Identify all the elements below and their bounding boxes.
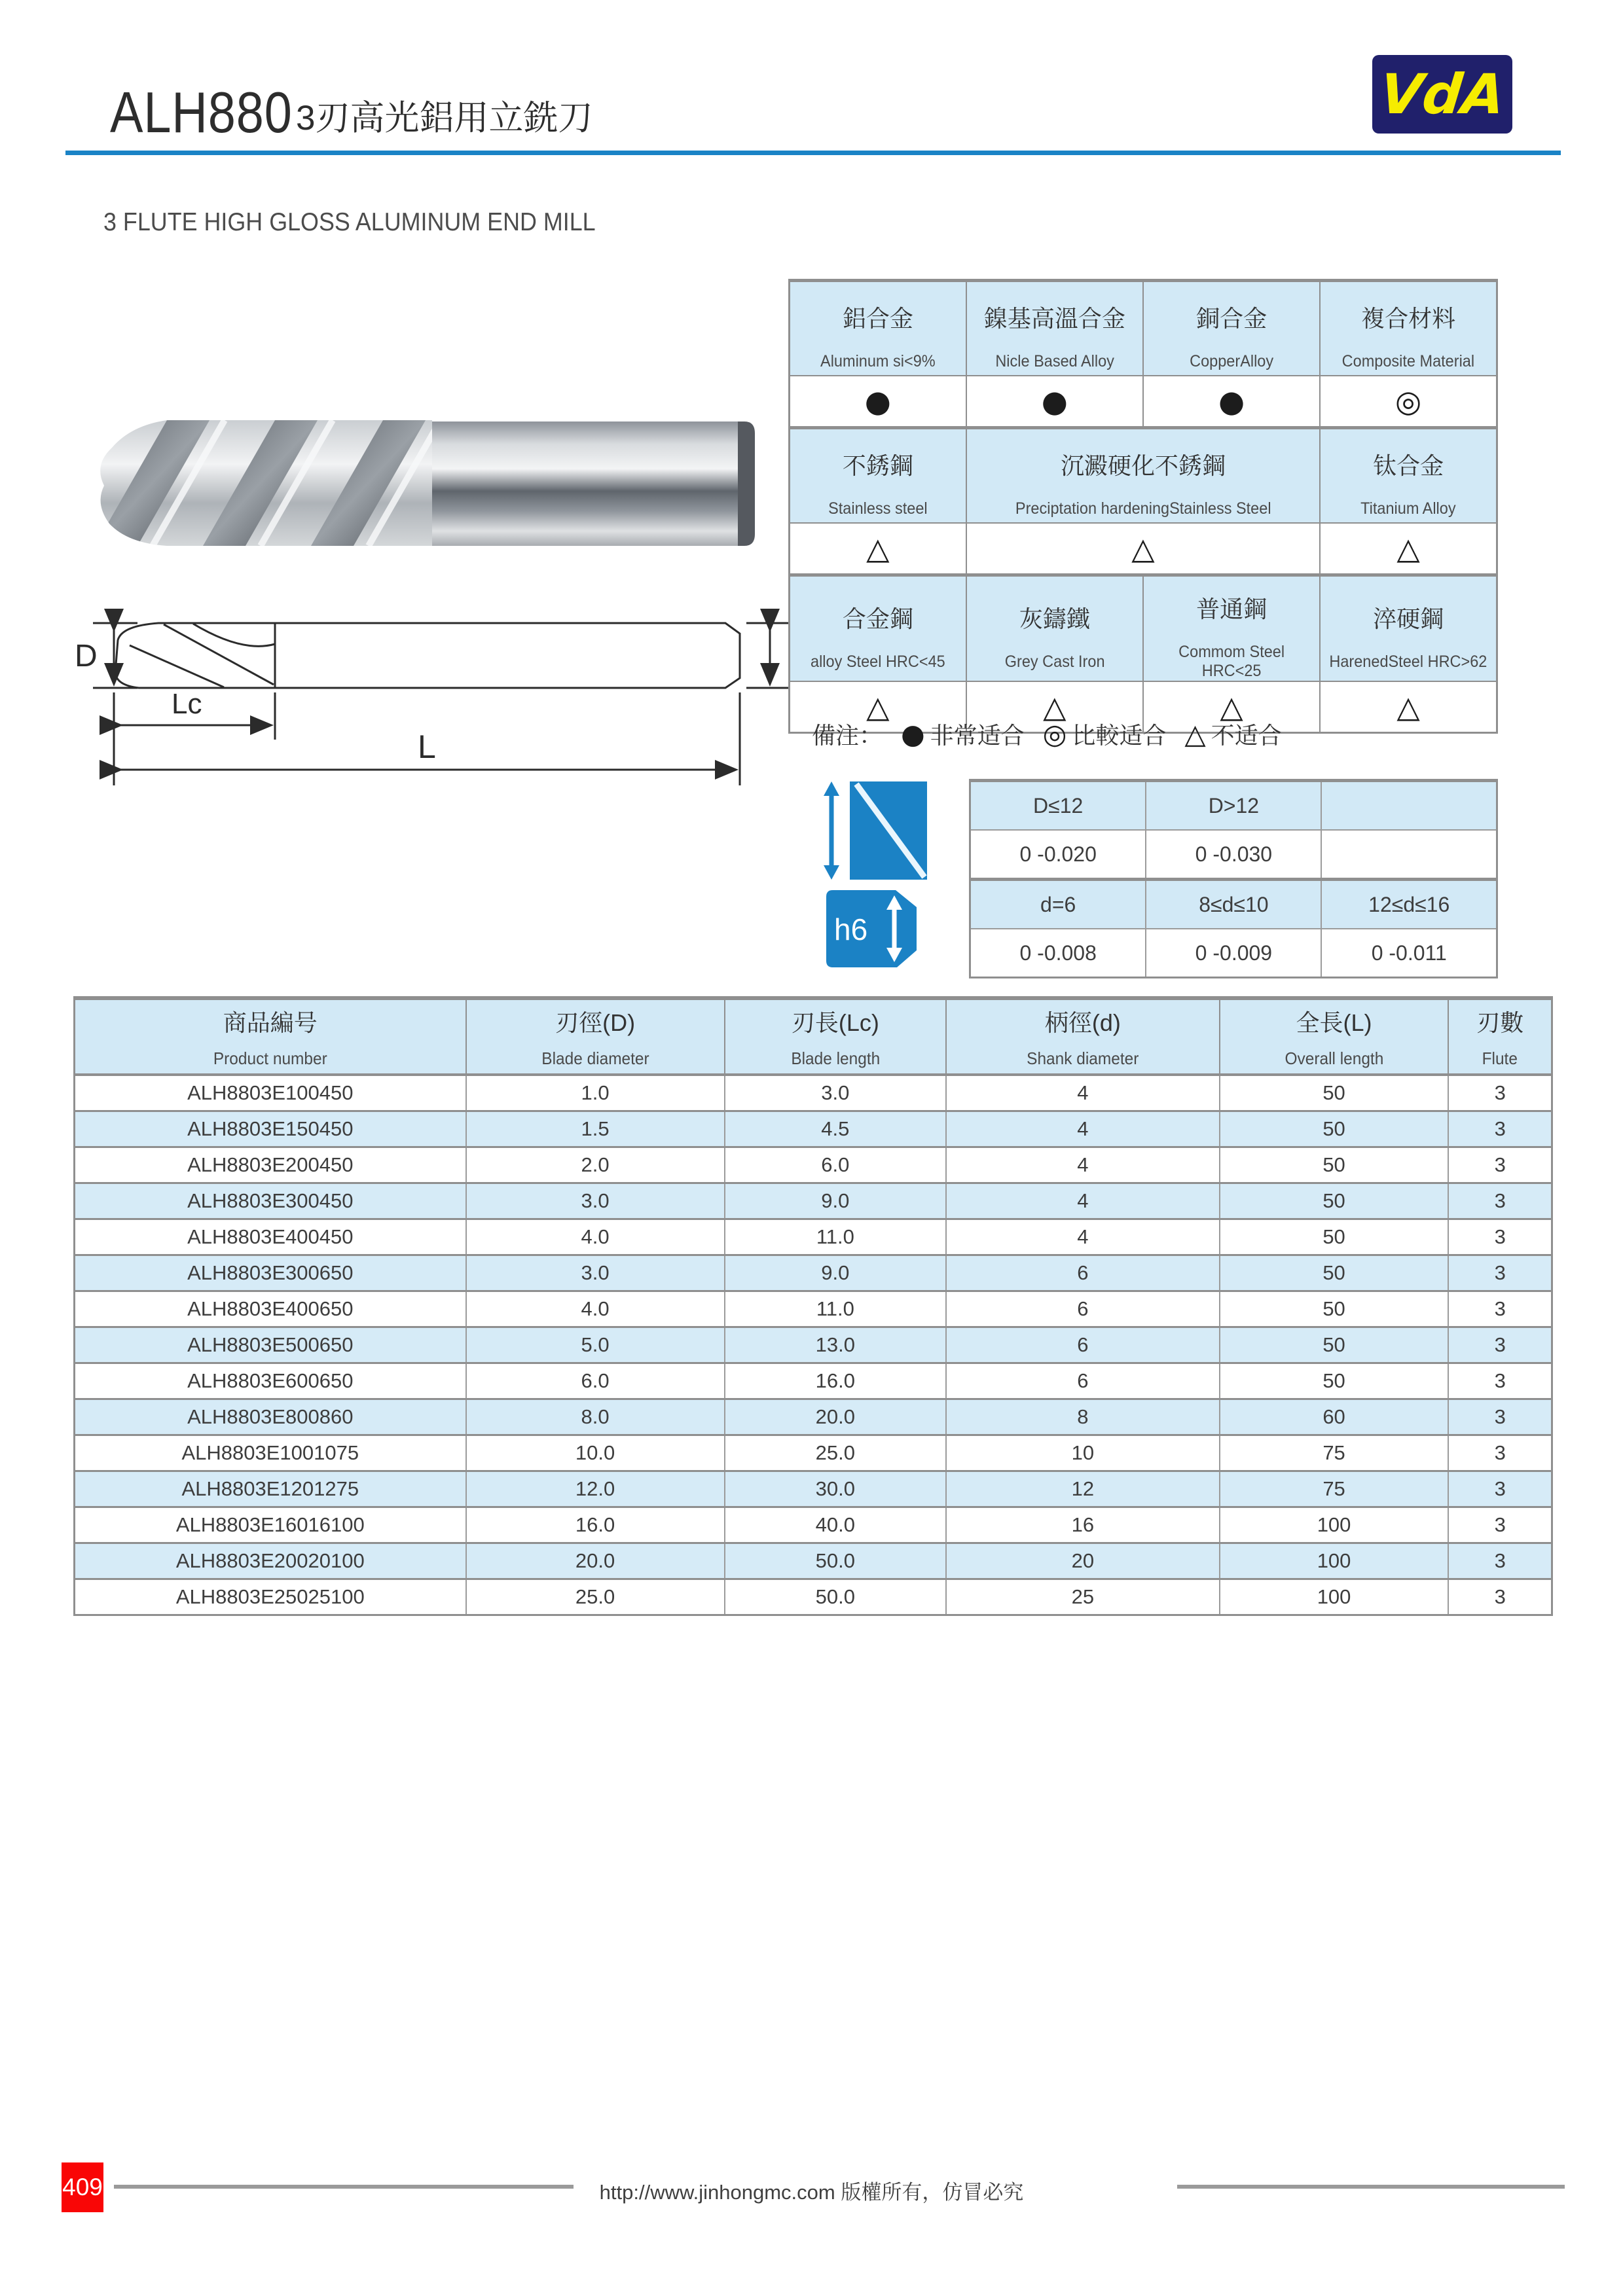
material-cell: 不銹鋼 Stainless steel — [790, 428, 966, 524]
product-number-cell: ALH8803E20020100 — [75, 1543, 466, 1579]
overall-length-cell: 100 — [1220, 1543, 1449, 1579]
tolerance-cell: 8≤d≤10 — [1146, 880, 1321, 929]
tolerance-cell: D≤12 — [970, 781, 1146, 831]
column-header-overall-length: 全長(L) Overall length — [1220, 998, 1449, 1075]
blade-diameter-cell: 8.0 — [466, 1399, 725, 1435]
column-header-flute: 刃數 Flute — [1448, 998, 1552, 1075]
overall-length-cell: 50 — [1220, 1147, 1449, 1183]
blade-diameter-cell: 1.5 — [466, 1111, 725, 1147]
material-cell: 普通鋼 Commom Steel HRC<25 — [1143, 575, 1320, 682]
flute-cell: 3 — [1448, 1327, 1552, 1363]
product-number-cell: ALH8803E400650 — [75, 1291, 466, 1327]
material-cell: 灰鑄鐵 Grey Cast Iron — [966, 575, 1143, 682]
material-cell: 合金鋼 alloy Steel HRC<45 — [790, 575, 966, 682]
shank-diameter-cell: 25 — [946, 1579, 1220, 1615]
overall-length-cell: 50 — [1220, 1219, 1449, 1255]
materials-symbol-row-2 — [790, 523, 1497, 575]
product-table-header-row — [75, 998, 1552, 1075]
table-row — [75, 1291, 1552, 1327]
double-ring-icon: ◎ — [1395, 384, 1422, 419]
filled-circle-icon: ● — [901, 717, 925, 750]
flute-cell: 3 — [1448, 1435, 1552, 1471]
product-number-cell: ALH8803E500650 — [75, 1327, 466, 1363]
shank-diameter-cell: 6 — [946, 1255, 1220, 1291]
product-number-cell: ALH8803E150450 — [75, 1111, 466, 1147]
shank-diameter-cell: 8 — [946, 1399, 1220, 1435]
blade-length-cell: 40.0 — [725, 1507, 947, 1543]
blade-length-cell: 20.0 — [725, 1399, 947, 1435]
blade-length-cell: 6.0 — [725, 1147, 947, 1183]
suitability-cell — [790, 376, 966, 428]
flute-cell: 3 — [1448, 1543, 1552, 1579]
blade-diameter-cell: 4.0 — [466, 1291, 725, 1327]
brand-logo — [1372, 55, 1512, 134]
column-header-blade-diameter: 刃徑(D) Blade diameter — [466, 998, 725, 1075]
suitability-cell — [790, 523, 966, 575]
tolerance-cell — [1321, 781, 1497, 831]
table-row — [75, 1183, 1552, 1219]
table-row — [75, 1507, 1552, 1543]
blade-diameter-cell: 12.0 — [466, 1471, 725, 1507]
table-row — [75, 1327, 1552, 1363]
material-cell: 銅合金 CopperAlloy — [1143, 281, 1320, 376]
product-number-cell: ALH8803E600650 — [75, 1363, 466, 1399]
tolerance-cell: D>12 — [1146, 781, 1321, 831]
shank-diameter-cell: 20 — [946, 1543, 1220, 1579]
table-row — [75, 1255, 1552, 1291]
suitability-cell — [1320, 523, 1497, 575]
flute-cell: 3 — [1448, 1255, 1552, 1291]
flute-cell: 3 — [1448, 1507, 1552, 1543]
blade-length-cell: 50.0 — [725, 1543, 947, 1579]
tolerance-cell: 0 -0.009 — [1146, 929, 1321, 978]
blade-length-cell: 16.0 — [725, 1363, 947, 1399]
materials-header-row-3 — [790, 575, 1497, 682]
flute-cell: 3 — [1448, 1579, 1552, 1615]
table-row — [75, 1471, 1552, 1507]
material-cell: 沉澱硬化不銹鋼 Preciptation hardeningStainless Steel — [966, 428, 1321, 524]
header-divider — [65, 151, 1561, 155]
suitability-cell — [1320, 376, 1497, 428]
flute-cell: 3 — [1448, 1219, 1552, 1255]
material-cell: 淬硬鋼 HarenedSteel HRC>62 — [1320, 575, 1497, 682]
dim-label-D: D — [75, 639, 98, 673]
shank-diameter-cell: 10 — [946, 1435, 1220, 1471]
h6-label: h6 — [834, 912, 868, 946]
materials-symbol-row-1 — [790, 376, 1497, 428]
shank-diameter-cell: 12 — [946, 1471, 1220, 1507]
shank-diameter-cell: 16 — [946, 1507, 1220, 1543]
tolerance-cell: d=6 — [970, 880, 1146, 929]
triangle-icon: △ — [866, 531, 890, 566]
double-ring-icon: ◎ — [1042, 717, 1067, 750]
table-row — [75, 1075, 1552, 1111]
tolerance-header-row — [970, 781, 1497, 831]
table-row — [75, 1219, 1552, 1255]
triangle-icon: △ — [1131, 531, 1155, 566]
diameter-tolerance-icon — [818, 778, 931, 884]
legend — [812, 717, 1282, 751]
blade-diameter-cell: 16.0 — [466, 1507, 725, 1543]
product-number-cell: ALH8803E300450 — [75, 1183, 466, 1219]
tolerance-cell: 0 -0.030 — [1146, 830, 1321, 880]
triangle-icon: △ — [866, 689, 890, 725]
shank-diameter-cell: 4 — [946, 1147, 1220, 1183]
table-row — [75, 1435, 1552, 1471]
material-cell: 钛合金 Titanium Alloy — [1320, 428, 1497, 524]
blade-diameter-cell: 1.0 — [466, 1075, 725, 1111]
footer-divider-right — [1177, 2185, 1565, 2189]
tolerance-value-row — [970, 929, 1497, 978]
blade-diameter-cell: 20.0 — [466, 1543, 725, 1579]
table-row — [75, 1399, 1552, 1435]
triangle-icon: △ — [1043, 689, 1067, 725]
overall-length-cell: 100 — [1220, 1579, 1449, 1615]
legend-item-text: 非常适合 — [930, 722, 1025, 749]
shank-diameter-cell: 4 — [946, 1219, 1220, 1255]
material-cell: 複合材料 Composite Material — [1320, 281, 1497, 376]
tolerance-cell: 0 -0.011 — [1321, 929, 1497, 978]
blade-length-cell: 9.0 — [725, 1255, 947, 1291]
tolerance-value-row — [970, 830, 1497, 880]
suitability-cell — [1320, 681, 1497, 733]
material-cell: 鎳基高溫合金 Nicle Based Alloy — [966, 281, 1143, 376]
blade-length-cell: 4.5 — [725, 1111, 947, 1147]
suitability-cell — [966, 523, 1321, 575]
tolerance-cell: 12≤d≤16 — [1321, 880, 1497, 929]
tolerance-table — [969, 779, 1498, 978]
product-number-cell: ALH8803E1001075 — [75, 1435, 466, 1471]
blade-length-cell: 9.0 — [725, 1183, 947, 1219]
legend-label: 備注： — [812, 722, 883, 749]
footer-copyright: http://www.jinhongmc.com 版權所有，仿冒必究 — [599, 2181, 1024, 2204]
blade-diameter-cell: 4.0 — [466, 1219, 725, 1255]
table-row — [75, 1147, 1552, 1183]
blade-diameter-cell: 3.0 — [466, 1255, 725, 1291]
footer-divider-left — [114, 2185, 574, 2189]
shank-diameter-cell: 4 — [946, 1183, 1220, 1219]
blade-diameter-cell: 3.0 — [466, 1183, 725, 1219]
overall-length-cell: 50 — [1220, 1327, 1449, 1363]
product-number-cell: ALH8803E100450 — [75, 1075, 466, 1111]
tolerance-cell: 0 -0.008 — [970, 929, 1146, 978]
page-title-model: ALH880 — [110, 80, 293, 145]
filled-circle-icon: ● — [1041, 384, 1068, 419]
page-subtitle: 3 FLUTE HIGH GLOSS ALUMINUM END MILL — [103, 208, 596, 236]
overall-length-cell: 50 — [1220, 1255, 1449, 1291]
blade-length-cell: 50.0 — [725, 1579, 947, 1615]
shank-diameter-cell: 4 — [946, 1111, 1220, 1147]
overall-length-cell: 60 — [1220, 1399, 1449, 1435]
overall-length-cell: 50 — [1220, 1363, 1449, 1399]
suitability-cell — [966, 376, 1143, 428]
tolerance-header-row — [970, 880, 1497, 929]
dim-label-Lc: Lc — [172, 688, 202, 720]
product-table — [73, 996, 1553, 1616]
flute-cell: 3 — [1448, 1075, 1552, 1111]
brand-logo-text: VdA — [1376, 62, 1508, 126]
blade-length-cell: 13.0 — [725, 1327, 947, 1363]
blade-diameter-cell: 2.0 — [466, 1147, 725, 1183]
product-number-cell: ALH8803E300650 — [75, 1255, 466, 1291]
product-number-cell: ALH8803E1201275 — [75, 1471, 466, 1507]
filled-circle-icon: ● — [864, 384, 891, 419]
blade-length-cell: 3.0 — [725, 1075, 947, 1111]
blade-diameter-cell: 10.0 — [466, 1435, 725, 1471]
overall-length-cell: 50 — [1220, 1075, 1449, 1111]
flute-cell: 3 — [1448, 1147, 1552, 1183]
flute-cell: 3 — [1448, 1183, 1552, 1219]
blade-diameter-cell: 6.0 — [466, 1363, 725, 1399]
shank-diameter-cell: 6 — [946, 1363, 1220, 1399]
column-header-shank-diameter: 柄徑(d) Shank diameter — [946, 998, 1220, 1075]
tolerance-cell — [1321, 830, 1497, 880]
flute-cell: 3 — [1448, 1291, 1552, 1327]
product-number-cell: ALH8803E200450 — [75, 1147, 466, 1183]
dim-label-L: L — [418, 728, 436, 765]
overall-length-cell: 50 — [1220, 1111, 1449, 1147]
blade-length-cell: 30.0 — [725, 1471, 947, 1507]
dimension-diagram — [59, 583, 845, 792]
triangle-icon: △ — [1220, 689, 1243, 725]
overall-length-cell: 75 — [1220, 1471, 1449, 1507]
materials-header-row-1 — [790, 281, 1497, 376]
legend-item-text: 比較适合 — [1072, 722, 1167, 749]
shank-tolerance-h6-icon — [821, 888, 921, 970]
blade-diameter-cell: 5.0 — [466, 1327, 725, 1363]
triangle-icon: △ — [1184, 717, 1206, 750]
shank-diameter-cell: 4 — [946, 1075, 1220, 1111]
page-title-chinese: 3刃高光鋁用立銑刀 — [296, 99, 593, 137]
overall-length-cell: 50 — [1220, 1183, 1449, 1219]
filled-circle-icon: ● — [1218, 384, 1245, 419]
product-table-body — [75, 1075, 1552, 1615]
blade-length-cell: 25.0 — [725, 1435, 947, 1471]
flute-cell: 3 — [1448, 1399, 1552, 1435]
product-number-cell: ALH8803E800860 — [75, 1399, 466, 1435]
blade-diameter-cell: 25.0 — [466, 1579, 725, 1615]
shank-diameter-cell: 6 — [946, 1291, 1220, 1327]
overall-length-cell: 100 — [1220, 1507, 1449, 1543]
product-number-cell: ALH8803E400450 — [75, 1219, 466, 1255]
table-row — [75, 1111, 1552, 1147]
materials-header-row-2 — [790, 428, 1497, 524]
blade-length-cell: 11.0 — [725, 1291, 947, 1327]
triangle-icon: △ — [1396, 531, 1420, 566]
triangle-icon: △ — [1396, 689, 1420, 725]
end-mill-photo — [69, 387, 769, 574]
overall-length-cell: 50 — [1220, 1291, 1449, 1327]
page-number-badge: 409 — [62, 2162, 103, 2212]
table-row — [75, 1579, 1552, 1615]
blade-length-cell: 11.0 — [725, 1219, 947, 1255]
product-number-cell: ALH8803E16016100 — [75, 1507, 466, 1543]
tolerance-cell: 0 -0.020 — [970, 830, 1146, 880]
legend-item-text: 不适合 — [1211, 722, 1282, 749]
column-header-product-number: 商品編号 Product number — [75, 998, 466, 1075]
material-cell: 鋁合金 Aluminum si<9% — [790, 281, 966, 376]
shank-diameter-cell: 6 — [946, 1327, 1220, 1363]
overall-length-cell: 75 — [1220, 1435, 1449, 1471]
flute-cell: 3 — [1448, 1363, 1552, 1399]
column-header-blade-length: 刃長(Lc) Blade length — [725, 998, 947, 1075]
suitability-cell — [1143, 376, 1320, 428]
materials-table — [788, 279, 1498, 734]
product-number-cell: ALH8803E25025100 — [75, 1579, 466, 1615]
table-row — [75, 1363, 1552, 1399]
flute-cell: 3 — [1448, 1471, 1552, 1507]
flute-cell: 3 — [1448, 1111, 1552, 1147]
table-row — [75, 1543, 1552, 1579]
